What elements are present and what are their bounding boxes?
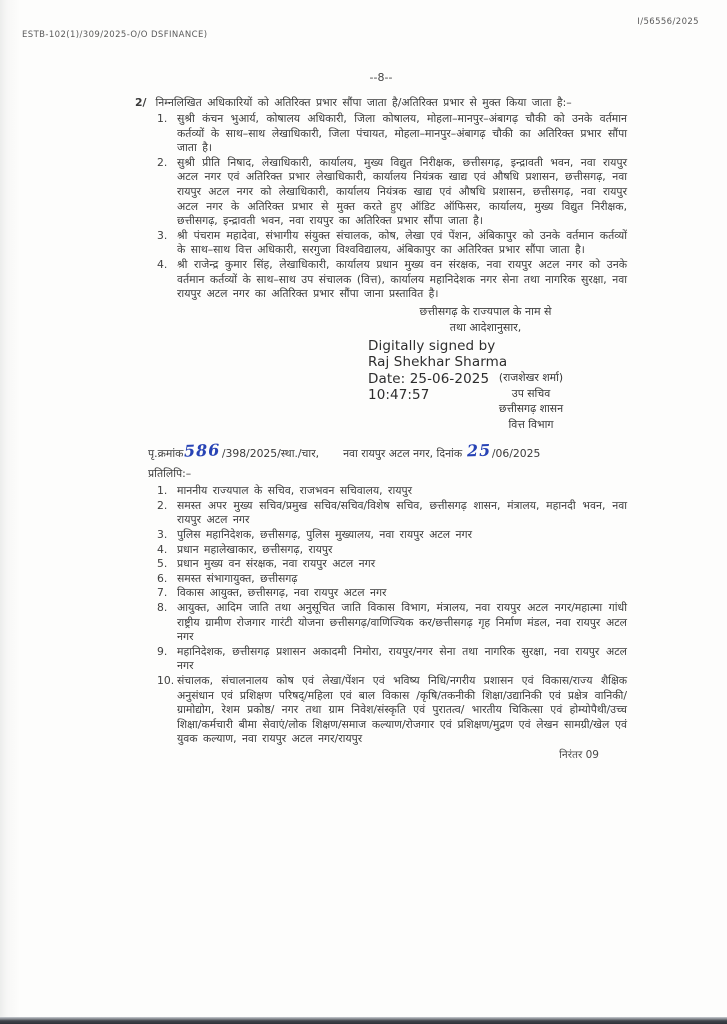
- copy-item: [157, 674, 627, 747]
- order-item-text: सुश्री प्रीति निषाद, लेखाधिकारी, कार्यालय, मुख्य विद्युत निरीक्षक, छत्तीसगढ़, इन्द्रावती भवन, नवा रायपुर अटल नगर एवं अतिरिक्त प्रभार लेखाधिकारी, कार्यालय नियंत्रक खाद्य एवं औषधि प्रशासन, छत्तीसगढ़, नवा रायपुर अटल नगर को लेखाधिकारी, कार्यालय नियंत्रक खाद्य एवं औषधि प्रशासन, छत्तीसगढ़, नवा रायपुर अटल नगर के अतिरिक्त प्रभार से मुक्त करते हुए ऑडिट ऑफिसर, कार्यालय, मुख्य विद्युत निरीक्षक, छत्तीसगढ़, इन्द्रावती भवन, नवा रायपुर का अतिरिक्त प्रभार सौंपा जाता है।: [177, 155, 627, 228]
- copy-item-number: 6.: [157, 571, 168, 585]
- order-item-text: श्री राजेन्द्र कुमार सिंह, लेखाधिकारी, कार्यालय प्रधान मुख्य वन संरक्षक, नवा रायपुर अटल नगर को उनके वर्तमान कर्तव्यों के साथ–साथ उप संचालक (वित्त), कार्यालय महानिदेशक नगर सेना तथा नागरिक सुरक्षा, नवा रायपुर अटल नगर का अतिरिक्त प्रभार सौंपा जाना प्रस्तावित है।: [177, 257, 627, 301]
- file-reference: ESTB-102(1)/309/2025-O/O DSFINANCE): [22, 30, 208, 40]
- signer-designation: उप सचिव: [511, 386, 551, 400]
- order-item-number: 1.: [157, 111, 168, 125]
- document-body: [135, 71, 627, 763]
- continuation-note: निरंतर 09: [559, 748, 599, 761]
- signer-department: वित्त विभाग: [508, 418, 554, 432]
- copy-item-number: 2.: [157, 498, 168, 512]
- copy-item-number: 7.: [157, 586, 168, 600]
- endorsement-place-date: नवा रायपुर अटल नगर, दिनांक: [343, 446, 463, 460]
- signature-block: [368, 304, 614, 437]
- copy-item-number: 8.: [157, 601, 168, 615]
- order-item-text: सुश्री कंचन भुआर्य, कोषालय अधिकारी, जिला कोषालय, मोहला–मानपुर–अंबागढ़ चौकी को उनके वर्तमान कर्तव्यों के साथ–साथ लेखाधिकारी, जिला पंचायत, मोहला–मानपुर–अंबागढ़ चौकी का अतिरिक्त प्रभार सौंपा जाता है।: [177, 111, 627, 155]
- endorsement-ref-suffix: /398/2025/स्था./चार,: [221, 446, 320, 460]
- signer-name: (राजशेखर शर्मा): [498, 370, 564, 384]
- order-item-number: 4.: [157, 257, 168, 271]
- order-item: [157, 258, 627, 302]
- copy-item: [157, 499, 627, 528]
- order-item-number: 2.: [157, 155, 168, 169]
- copy-item-text: महानिदेशक, छत्तीसगढ़ प्रशासन अकादमी निमोरा, रायपुर/नगर सेना तथा नागरिक सुरक्षा, नवा रायपुर अटल नगर: [177, 644, 627, 673]
- order-item: [157, 112, 627, 156]
- order-item: [157, 229, 627, 258]
- digital-signature-line: Digitally signed by: [368, 337, 496, 354]
- copy-item-text: माननीय राज्यपाल के सचिव, राजभवन सचिवालय, रायपुर: [177, 484, 413, 498]
- copy-item: [157, 601, 627, 645]
- copy-item-text: प्रधान महालेखाकार, छत्तीसगढ़, रायपुर: [177, 542, 333, 556]
- copy-item-text: विकास आयुक्त, छत्तीसगढ़, नवा रायपुर अटल नगर: [177, 586, 387, 600]
- copy-item: [157, 586, 627, 601]
- copy-item: [157, 484, 627, 499]
- copy-item-number: 5.: [157, 557, 168, 571]
- copy-item: [157, 528, 627, 543]
- copy-item: [157, 645, 627, 674]
- copy-item-number: 1.: [157, 484, 168, 498]
- order-item-number: 3.: [157, 228, 168, 242]
- signer-government: छत्तीसगढ़ शासन: [498, 402, 564, 416]
- scan-bottom-edge: [0, 1017, 727, 1024]
- copy-item-number: 3.: [157, 528, 168, 542]
- signer-details: [465, 370, 597, 433]
- copy-item: [157, 557, 627, 572]
- handwritten-ref-number: 586: [184, 440, 222, 461]
- copy-item-text: पुलिस महानिदेशक, छत्तीसगढ़, पुलिस मुख्यालय, नवा रायपुर अटल नगर: [177, 528, 472, 542]
- digital-signature-line: 10:47:57: [368, 387, 430, 404]
- copy-item-number: 4.: [157, 542, 168, 556]
- authority-line-1: छत्तीसगढ़ के राज्यपाल के नाम से: [419, 304, 552, 318]
- endorsement-date-suffix: /06/2025: [491, 446, 541, 460]
- authority-line-2: तथा आदेशानुसार,: [449, 320, 522, 334]
- page-number: --8--: [369, 71, 393, 84]
- paragraph-2-text: निम्नलिखित अधिकारियों को अतिरिक्त प्रभार सौंपा जाता है/अतिरिक्त प्रभार से मुक्त किया जाता है:–: [155, 96, 572, 110]
- digital-signature-line: Raj Shekhar Sharma: [368, 354, 508, 371]
- copy-item-text: समस्त अपर मुख्य सचिव/प्रमुख सचिव/सचिव/विशेष सचिव, छत्तीसगढ़ शासन, मंत्रालय, महानदी भवन, नवा रायपुर अटल नगर: [177, 498, 627, 527]
- copy-item-text: संचालक, संचालनालय कोष एवं लेखा/पेंशन एवं भविष्य निधि/नगरीय प्रशासन एवं विकास/राज्य शैक्षिक अनुसंधान एवं प्रशिक्षण परिषद्/महिला एवं बाल विकास /कृषि/तकनीकी शिक्षा/उद्यानिकी एवं प्रक्षेत्र वानिकी/ग्रामोद्योग, रेशम प्रकोष्ठ/ नगर तथा ग्राम निवेश/संस्कृति एवं पुरातत्व/ भारतीय चिकित्सा एवं होम्योपैथी/उच्च शिक्षा/कर्मचारी बीमा सेवाएं/लोक शिक्षण/समाज कल्याण/रोजगार एवं प्रशिक्षण/मुद्रण एवं लेखन सामग्री/खेल एवं युवक कल्याण, नवा रायपुर अटल नगर/रायपुर: [177, 674, 627, 746]
- handwritten-day: 25: [466, 440, 492, 461]
- copy-item-number: 10.: [157, 674, 175, 688]
- order-item: [157, 156, 627, 229]
- copy-to-label: प्रतिलिपि:–: [148, 466, 192, 480]
- copy-item-text: समस्त संभागायुक्त, छत्तीसगढ़: [177, 571, 298, 585]
- order-list: [135, 112, 627, 302]
- document-id: I/56556/2025: [637, 17, 699, 27]
- endorsement-prefix: पृ.क्रमांक: [148, 446, 184, 460]
- copy-item-number: 9.: [157, 644, 168, 658]
- copy-item-text: प्रधान मुख्य वन संरक्षक, नवा रायपुर अटल नगर: [177, 557, 376, 571]
- order-item-text: श्री पंचराम महादेवा, संभागीय संयुक्त संचालक, कोष, लेखा एवं पेंशन, अंबिकापुर को उनके वर्तमान कर्तव्यों के साथ–साथ वित्त अधिकारी, सरगुजा विश्वविद्यालय, अंबिकापुर का अतिरिक्त प्रभार सौंपा जाता है।: [177, 228, 627, 257]
- endorsement-line: [148, 442, 627, 464]
- digital-signature-line: Date: 25-06-2025: [368, 370, 490, 387]
- copy-item: [157, 543, 627, 558]
- copy-list: [135, 484, 627, 747]
- copy-item: [157, 572, 627, 587]
- paragraph-2-number: 2/: [135, 96, 147, 110]
- paragraph-2: [135, 96, 627, 111]
- signing-authority: [368, 304, 603, 336]
- copy-item-text: आयुक्त, आदिम जाति तथा अनुसूचित जाति विकास विभाग, मंत्रालय, नवा रायपुर अटल नगर/महात्मा गांधी राष्ट्रीय ग्रामीण रोजगार गारंटी योजना छत्तीसगढ़/वाणिज्यिक कर/छत्तीसगढ़ गृह निर्माण मंडल, नवा रायपुर अटल नगर: [177, 601, 627, 644]
